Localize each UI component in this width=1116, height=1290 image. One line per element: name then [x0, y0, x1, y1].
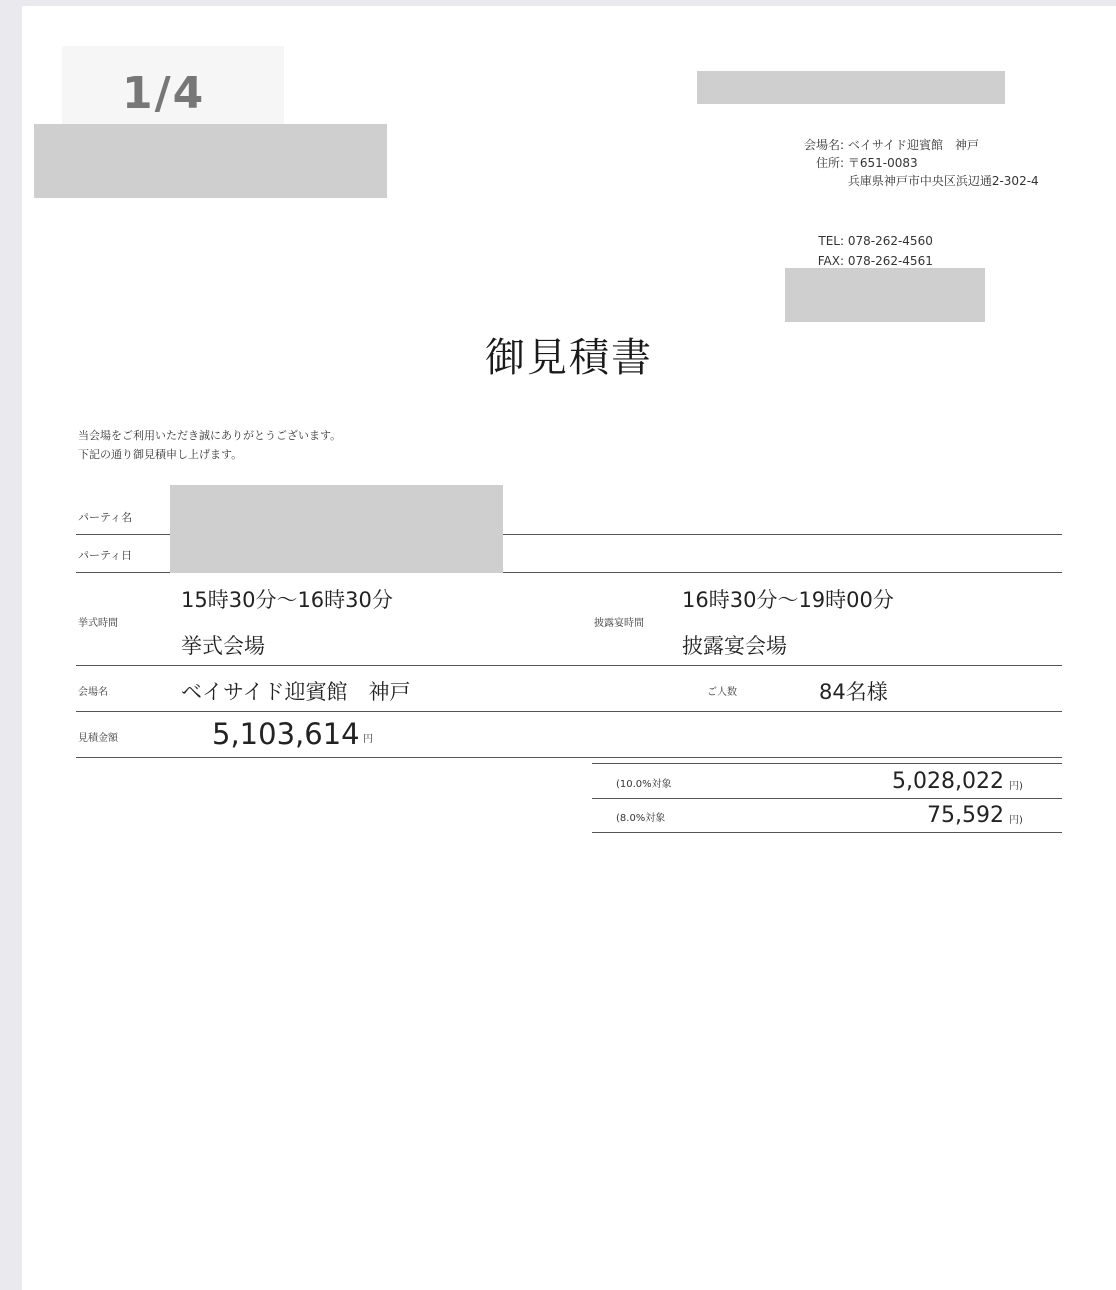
divider: [592, 798, 1062, 799]
divider: [76, 757, 1062, 758]
tax-8-unit: 円): [1009, 815, 1023, 826]
guests-label: ご人数: [707, 687, 737, 698]
reception-place: 披露宴会場: [682, 634, 787, 658]
estimate-amount: 5,103,614: [212, 717, 360, 751]
tax-10-label: (10.0%対象: [616, 779, 672, 790]
venue-fax-row: [784, 251, 933, 271]
venue-label: 会場名: [78, 687, 108, 698]
tax-8-label: (8.0%対象: [616, 813, 666, 824]
venue-address-label: 住所:: [815, 156, 844, 170]
venue-address: 兵庫県神戸市中央区浜辺通2-302-4: [847, 174, 1039, 188]
divider: [76, 665, 1062, 666]
fax-label: FAX:: [817, 254, 844, 268]
party-name-label: パーティ名: [78, 511, 133, 524]
divider: [76, 711, 1062, 712]
venue-address-row: [784, 154, 1039, 172]
fax-number: 078-262-4561: [847, 254, 933, 268]
redacted-party-info: [170, 485, 503, 573]
tax-10-amount: 5,028,022: [892, 769, 1004, 794]
redacted-recipient: [34, 124, 387, 198]
tel-label: TEL:: [818, 234, 844, 248]
venue-tel-row: [784, 231, 933, 251]
venue-name-label: 会場名:: [803, 138, 844, 152]
greeting: [78, 426, 341, 464]
venue-postal-code: 〒651-0083: [847, 156, 918, 170]
redacted-header-right: [697, 71, 1005, 104]
greeting-line-2: 下記の通り御見積申し上げます。: [78, 448, 243, 461]
venue-value: ベイサイド迎賓館 神戸: [181, 680, 411, 704]
ceremony-place: 挙式会場: [181, 634, 265, 658]
venue-contact: [784, 231, 933, 271]
document-title: 御見積書: [485, 335, 653, 381]
party-date-label: パーティ日: [78, 549, 133, 562]
estimate-unit: 円: [363, 734, 373, 745]
tax-8-amount: 75,592: [927, 803, 1004, 828]
venue-info: [784, 136, 1039, 190]
divider: [592, 763, 1062, 764]
greeting-line-1: 当会場をご利用いただき誠にありがとうございます。: [78, 429, 342, 442]
guests-value: 84名様: [819, 680, 888, 704]
tax-10-unit: 円): [1009, 781, 1023, 792]
venue-address-line: [784, 172, 1039, 190]
ceremony-time: 15時30分～16時30分: [181, 588, 393, 612]
ceremony-time-label: 挙式時間: [78, 618, 118, 629]
venue-name: ベイサイド迎賓館 神戸: [847, 138, 979, 152]
document-page: [22, 6, 1116, 1290]
page-number: 1/4: [122, 68, 206, 119]
venue-name-row: [784, 136, 1039, 154]
reception-time: 16時30分～19時00分: [682, 588, 894, 612]
divider: [592, 832, 1062, 833]
redacted-staff: [785, 268, 985, 322]
estimate-label: 見積金額: [78, 733, 118, 744]
reception-time-label: 披露宴時間: [594, 618, 644, 629]
tel-number: 078-262-4560: [847, 234, 933, 248]
